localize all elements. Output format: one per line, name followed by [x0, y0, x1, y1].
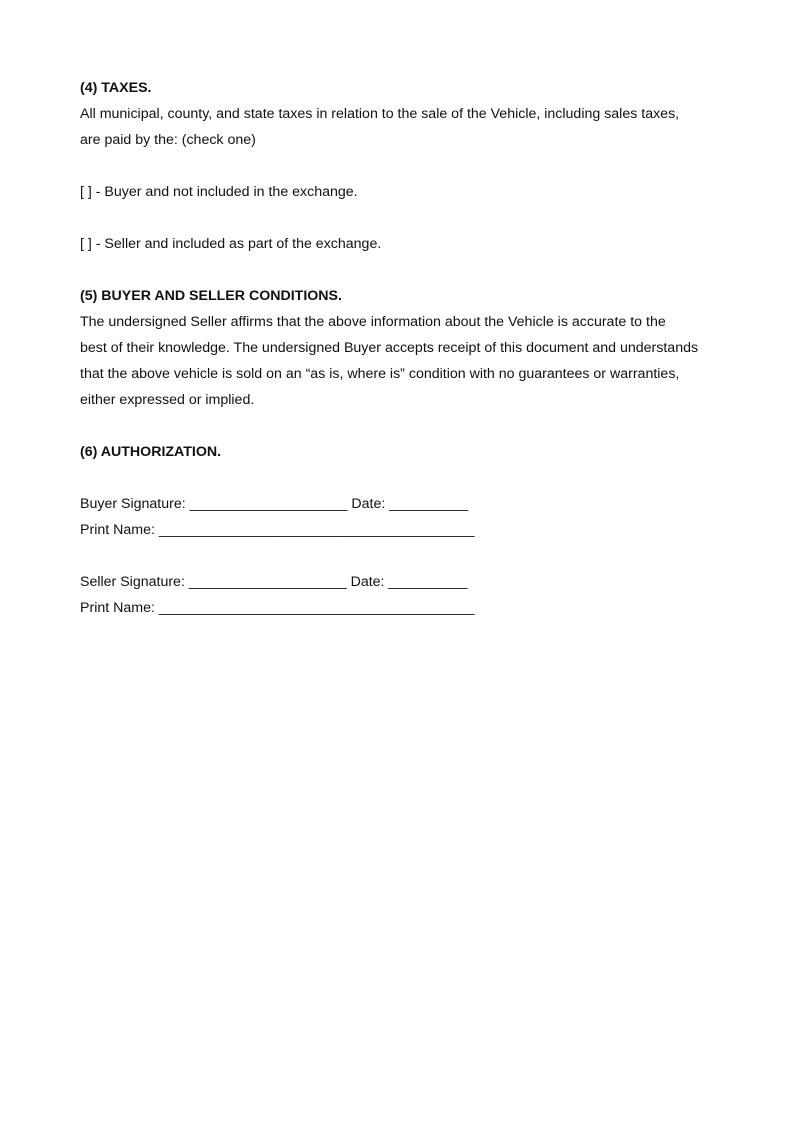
conditions-section: [80, 283, 730, 413]
conditions-line: The undersigned Seller affirms that the above information about the Vehicle is accurate to the: [80, 314, 666, 330]
option-seller-pays: [ ] - Seller and included as part of the exchange.: [80, 236, 382, 252]
taxes-heading: (4) TAXES.: [80, 80, 152, 96]
document-page: [80, 75, 730, 621]
conditions-line: best of their knowledge. The undersigned Buyer accepts receipt of this document and understands: [80, 340, 699, 356]
authorization-section: [80, 439, 730, 621]
taxes-section: [80, 75, 730, 257]
conditions-heading: (5) BUYER AND SELLER CONDITIONS.: [80, 288, 342, 304]
buyer-print-name-line: Print Name: ________________________________________: [80, 522, 475, 538]
buyer-signature-line: Buyer Signature: ____________________ Date: __________: [80, 496, 469, 512]
conditions-line: that the above vehicle is sold on an “as is, where is” condition with no guarantees or warranties,: [80, 366, 680, 382]
seller-signature-line: Seller Signature: ____________________ Date: __________: [80, 574, 468, 590]
option-buyer-pays: [ ] - Buyer and not included in the exchange.: [80, 184, 358, 200]
taxes-paragraph: [80, 101, 730, 153]
conditions-paragraph: [80, 309, 730, 413]
taxes-line: All municipal, county, and state taxes in relation to the sale of the Vehicle, including sales taxes,: [80, 106, 680, 122]
conditions-line: either expressed or implied.: [80, 392, 255, 408]
taxes-line: are paid by the: (check one): [80, 132, 256, 148]
seller-print-name-line: Print Name: ________________________________________: [80, 600, 475, 616]
authorization-heading: (6) AUTHORIZATION.: [80, 444, 222, 460]
